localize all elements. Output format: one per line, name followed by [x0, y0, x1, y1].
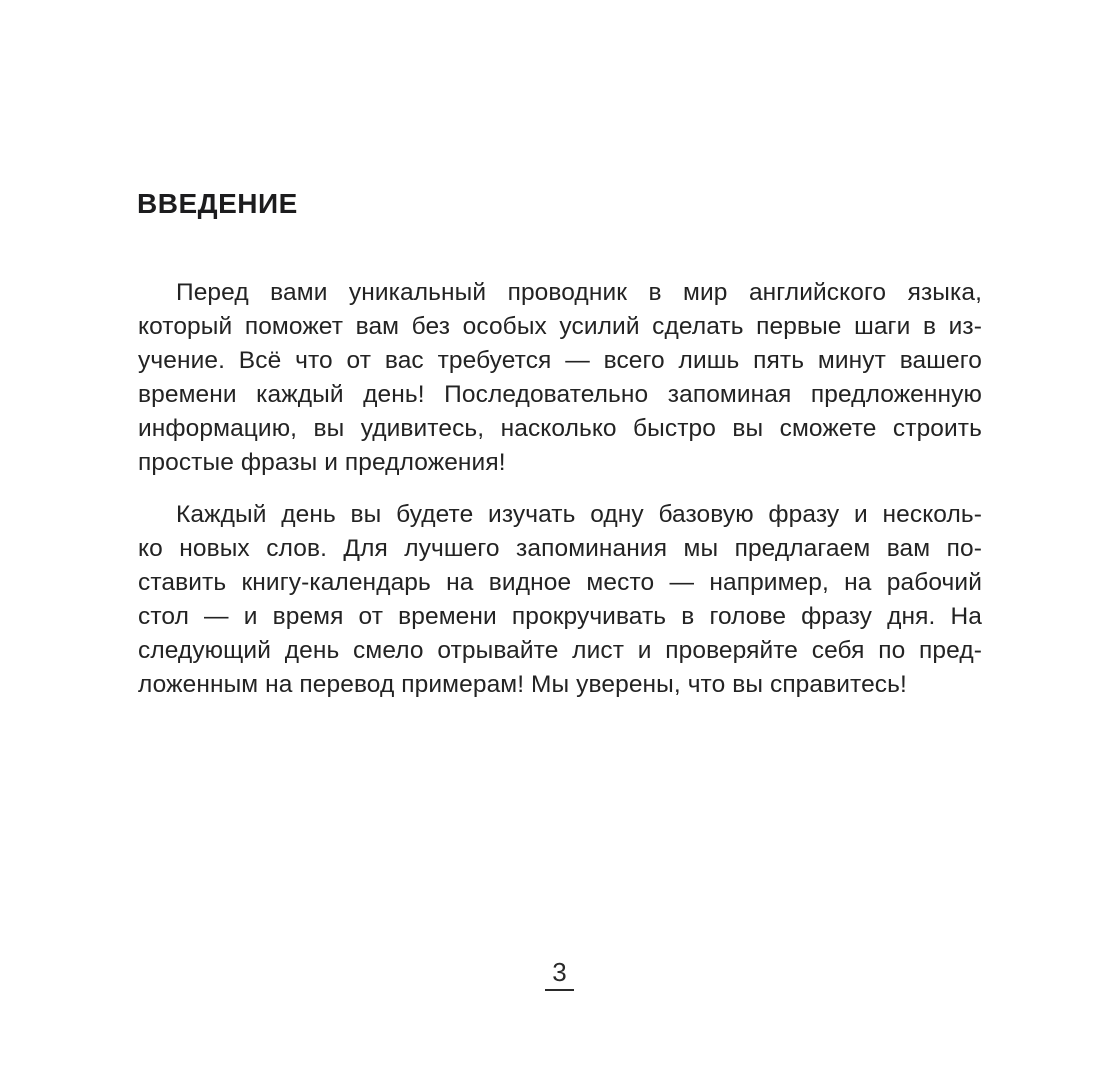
text-line: следующий день смело отрывайте лист и проверяйте себя по пред-	[138, 637, 982, 664]
text-line: информацию, вы удивитесь, насколько быстро вы сможете строить	[138, 415, 982, 442]
page-title: ВВЕДЕНИЕ	[137, 188, 298, 219]
text-line: ставить книгу-календарь на видное место — например, на рабочий	[138, 569, 982, 596]
text-line: Перед вами уникальный проводник в мир английского языка,	[176, 279, 982, 306]
paragraph-intro-2	[138, 498, 982, 702]
text-line: Каждый день вы будете изучать одну базовую фразу и несколь-	[176, 501, 982, 528]
page-footer	[0, 958, 1119, 991]
text-line: ко новых слов. Для лучшего запоминания мы предлагаем вам по-	[138, 535, 982, 562]
text-line: времени каждый день! Последовательно запоминая предложенную	[138, 381, 982, 408]
text-line: ложенным на перевод примерам! Мы уверены, что вы справитесь!	[138, 671, 907, 698]
page-number: 3	[545, 958, 573, 991]
text-line: простые фразы и предложения!	[138, 449, 506, 476]
text-line: учение. Всё что от вас требуется — всего лишь пять минут вашего	[138, 347, 982, 374]
paragraph-intro-1	[138, 276, 982, 480]
text-line: который поможет вам без особых усилий сделать первые шаги в из-	[138, 313, 982, 340]
text-line: стол — и время от времени прокручивать в голове фразу дня. На	[138, 603, 982, 630]
